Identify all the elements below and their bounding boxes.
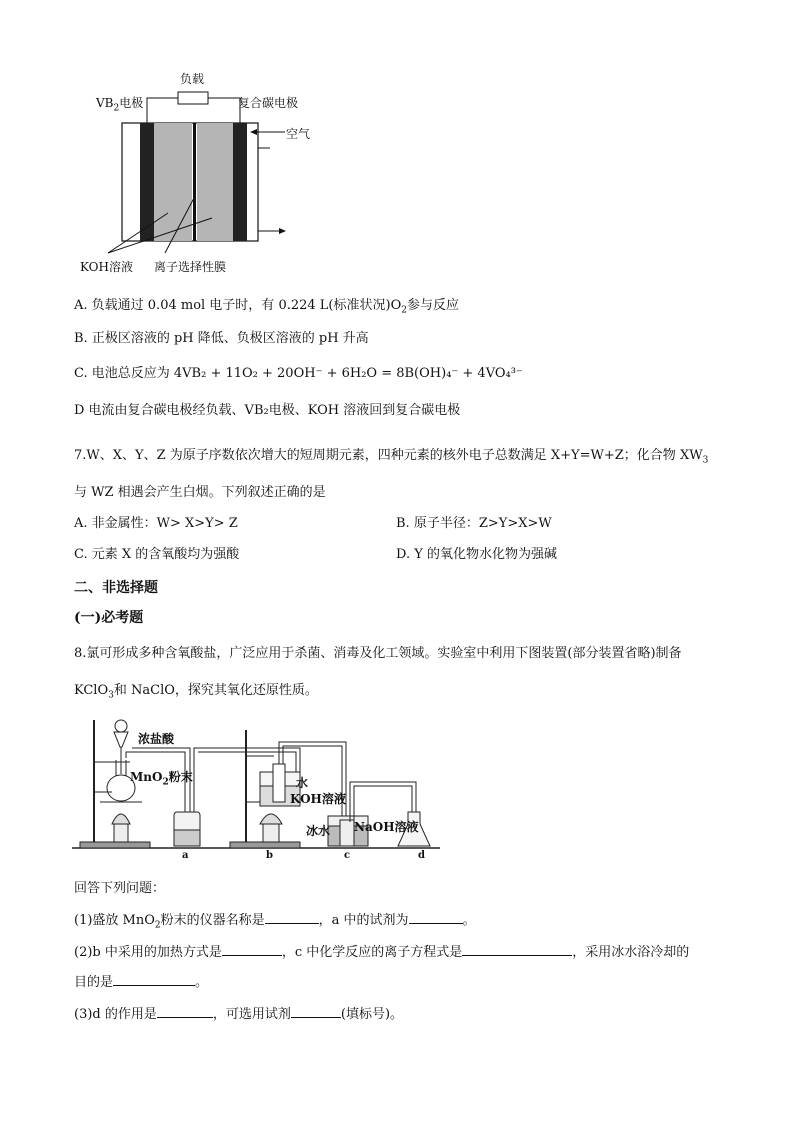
section-subtitle: (一)必考题 [74, 610, 144, 626]
blank-1-1[interactable] [265, 911, 319, 924]
answer-line-4 [74, 1005, 403, 1024]
answer-line-2 [74, 943, 689, 962]
q7-option-c: C. 元素 X 的含氧酸均为强酸 [74, 547, 240, 562]
q6-a-sub: 2 [401, 305, 407, 316]
label-koh: KOH溶液 [80, 260, 133, 274]
q7-option-d: D. Y 的氧化物水化物为强碱 [396, 547, 557, 562]
l4-a: (3)d 的作用是 [74, 1007, 157, 1022]
q6-option-a [74, 297, 459, 320]
section-title: 二、非选择题 [74, 580, 158, 596]
label-a: a [182, 850, 189, 861]
q8-kclo-sub: 3 [108, 690, 114, 701]
l4-b: ，可选用试剂 [212, 1007, 291, 1022]
label-naoh: NaOH溶液 [354, 820, 419, 834]
q7-option-a: A. 非金属性：W> X>Y> Z [74, 516, 238, 531]
blank-3-1[interactable] [113, 973, 195, 986]
q7-option-b: B. 原子半径：Z>Y>X>W [396, 516, 552, 531]
l2-c: ，采用冰水浴冷却的 [572, 945, 690, 960]
q6-a-text: A. 负载通过 0.04 mol 电子时，有 0.224 L(标准状况)O [74, 298, 402, 313]
q8-stem2-rest: 和 NaClO，探究其氧化还原性质。 [113, 683, 318, 698]
battery-figure [80, 68, 330, 278]
mno2-sub: 2 [162, 777, 169, 788]
blank-2-2[interactable] [462, 943, 572, 956]
q6-c-text: C. 电池总反应为 [74, 366, 170, 381]
label-membrane: 离子选择性膜 [154, 260, 227, 274]
l1-c: ，a 中的试剂为 [318, 913, 409, 928]
label-d: d [418, 850, 425, 861]
l1-d: 。 [462, 913, 476, 928]
q8-stem-line2 [74, 682, 318, 705]
blank-4-1[interactable] [157, 1005, 213, 1018]
answer-line-1 [74, 911, 476, 935]
blank-4-2[interactable] [291, 1005, 341, 1018]
vb2-text: VB [96, 96, 114, 110]
label-air: 空气 [286, 127, 311, 141]
vb2-sub: 2 [113, 103, 120, 114]
q6-option-d: D 电流由复合碳电极经负载、VB₂电极、KOH 溶液回到复合碳电极 [74, 403, 461, 418]
label-water: 水 [296, 776, 309, 790]
l3-b: 。 [195, 975, 209, 990]
q6-option-b: B. 正极区溶液的 pH 降低、负极区溶液的 pH 升高 [74, 331, 369, 346]
label-b: b [266, 850, 273, 861]
q6-a-post: 参与反应 [406, 298, 459, 313]
q7-stem-line2: 与 WZ 相遇会产生白烟。下列叙述正确的是 [74, 485, 326, 500]
label-load: 负载 [180, 72, 205, 86]
q6-option-c [74, 365, 523, 383]
mno2-text: MnO [130, 770, 163, 784]
blank-1-2[interactable] [409, 911, 463, 924]
q7-stem-line1 [74, 447, 708, 470]
label-acid: 浓盐酸 [138, 732, 175, 746]
q7-stem1: 7.W、X、Y、Z 为原子序数依次增大的短周期元素，四种元素的核外电子总数满足 X+Y=W+Z；化合物 XW [74, 448, 703, 463]
blank-2-1[interactable] [222, 943, 282, 956]
answer-line-3 [74, 973, 208, 992]
label-carbon-electrode: 复合碳电极 [238, 96, 299, 110]
l3-a: 目的是 [74, 975, 114, 990]
l1-b: 粉末的仪器名称是 [160, 913, 265, 928]
label-koh2: KOH溶液 [290, 792, 346, 806]
label-c: c [344, 850, 351, 861]
q8-stem-line1: 8.氯可形成多种含氧酸盐，广泛应用于杀菌、消毒及化工领域。实验室中利用下图装置(部分装置省略)制备 [74, 646, 682, 661]
l4-c: (填标号)。 [340, 1007, 404, 1022]
q6-c-equation: 4VB₂ + 11O₂ + 20OH⁻ + 6H₂O = 8B(OH)₄⁻ + 4VO₄³⁻ [173, 366, 523, 381]
vb2-suffix: 电极 [119, 96, 144, 110]
apparatus-diagram [70, 712, 450, 864]
mno2-suffix: 粉末 [168, 770, 193, 784]
label-ice: 冰水 [306, 824, 331, 838]
q7-stem1-sub: 3 [702, 455, 709, 466]
answers-intro: 回答下列问题： [74, 881, 166, 896]
label-mno2 [130, 768, 193, 787]
label-vb2-electrode [96, 94, 143, 113]
l2-a: (2)b 中采用的加热方式是 [74, 945, 222, 960]
l2-b: ，c 中化学反应的离子方程式是 [281, 945, 463, 960]
l1-a: (1)盛放 MnO [74, 913, 155, 928]
l1-sub: 2 [154, 920, 161, 931]
q8-kclo: KClO [74, 683, 109, 698]
apparatus-figure [70, 712, 450, 864]
